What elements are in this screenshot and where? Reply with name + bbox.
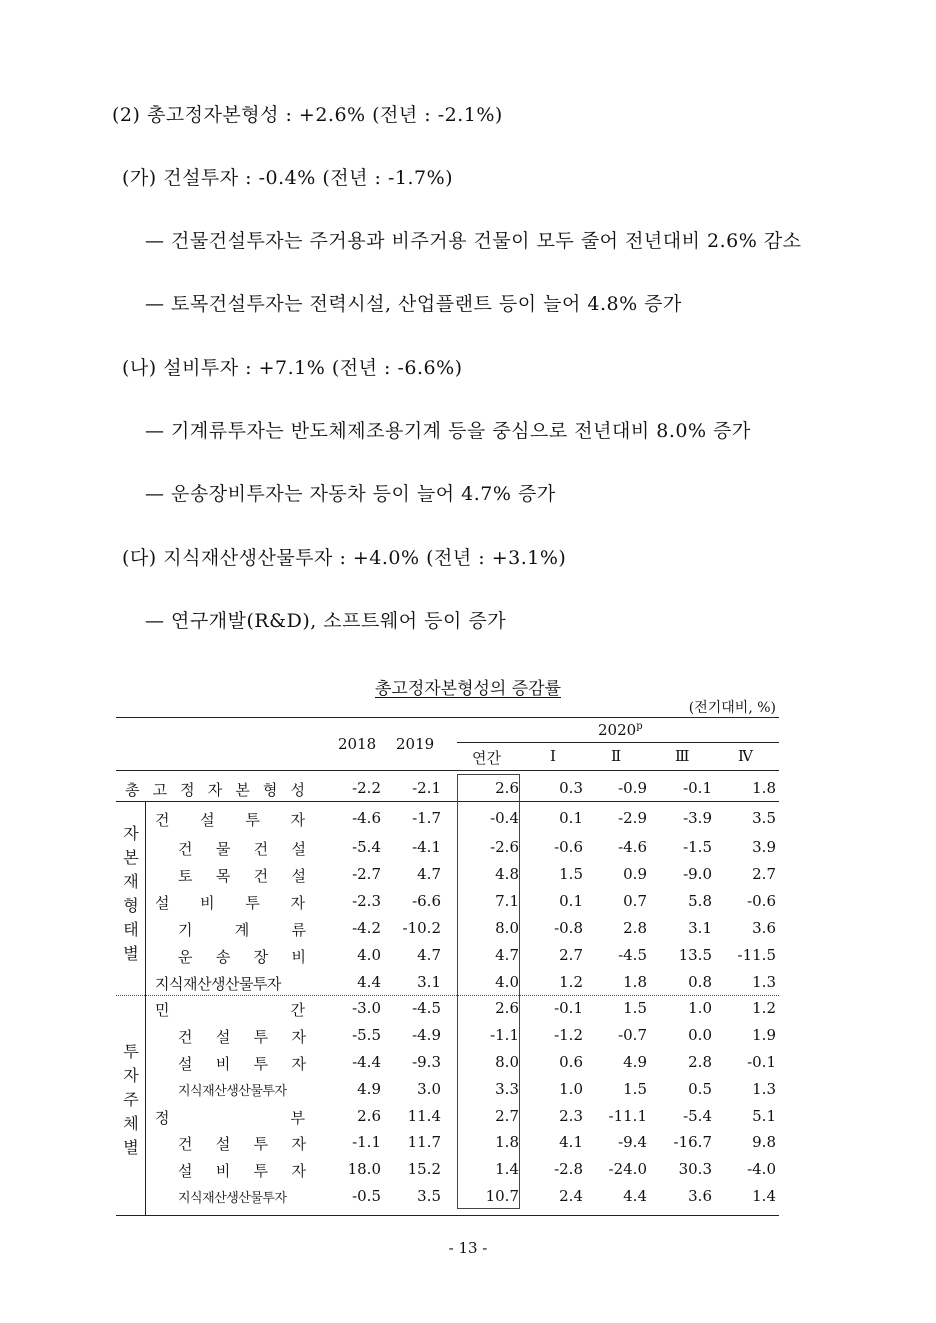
value-cell: 4.7	[417, 946, 441, 964]
value-cell: 4.9	[357, 1080, 381, 1098]
value-cell: 5.8	[688, 892, 712, 910]
row-label: 총 고 정 자 본 형 성	[125, 781, 305, 799]
header-q4: Ⅳ	[738, 747, 753, 765]
value-cell: 2.6	[495, 999, 519, 1017]
value-cell: -2.1	[412, 779, 441, 797]
bullet-machinery: — 기계류투자는 반도체제조용기계 등을 중심으로 전년대비 8.0% 증가	[145, 420, 751, 442]
value-cell: 30.3	[678, 1160, 712, 1178]
value-cell: -3.0	[352, 999, 381, 1017]
value-cell: -4.9	[412, 1026, 441, 1044]
value-cell: -5.4	[352, 838, 381, 856]
value-cell: 3.1	[688, 919, 712, 937]
value-cell: 0.1	[559, 892, 583, 910]
value-cell: 3.9	[752, 838, 776, 856]
row-label: 운 송 장 비	[178, 948, 306, 966]
value-cell: -0.1	[683, 779, 712, 797]
value-cell: 8.0	[495, 919, 519, 937]
header-annual: 연간	[472, 749, 501, 767]
value-cell: 13.5	[678, 946, 712, 964]
value-cell: -0.1	[554, 999, 583, 1017]
bullet-rnd: — 연구개발(R&D), 소프트웨어 등이 증가	[145, 610, 507, 632]
value-cell: 0.5	[688, 1080, 712, 1098]
value-cell: 3.5	[417, 1187, 441, 1205]
value-cell: -4.1	[412, 838, 441, 856]
value-cell: 1.5	[559, 865, 583, 883]
group-column-border	[145, 801, 146, 1215]
value-cell: 1.8	[495, 1133, 519, 1151]
value-cell: 1.0	[559, 1080, 583, 1098]
value-cell: 11.7	[407, 1133, 441, 1151]
subsection-ip: (다) 지식재산생산물투자 : +4.0% (전년 : +3.1%)	[122, 547, 567, 569]
value-cell: 0.1	[559, 809, 583, 827]
value-cell: -9.3	[412, 1053, 441, 1071]
table-unit: (전기대비, %)	[688, 700, 776, 716]
value-cell: 1.4	[752, 1187, 776, 1205]
value-cell: 2.7	[495, 1107, 519, 1125]
value-cell: 1.2	[752, 999, 776, 1017]
value-cell: -0.6	[554, 838, 583, 856]
value-cell: 2.4	[559, 1187, 583, 1205]
value-cell: -4.2	[352, 919, 381, 937]
value-cell: -11.5	[737, 946, 776, 964]
group-divider	[116, 995, 779, 996]
header-2019: 2019	[396, 735, 435, 753]
page-number: - 13 -	[448, 1239, 488, 1257]
value-cell: -4.6	[352, 809, 381, 827]
value-cell: -0.1	[747, 1053, 776, 1071]
value-cell: -4.5	[618, 946, 647, 964]
row-label: 지식재산생산물투자	[178, 1191, 287, 1206]
value-cell: 1.9	[752, 1026, 776, 1044]
value-cell: -1.1	[490, 1026, 519, 1044]
row-label: 설 비 투 자	[155, 894, 305, 912]
value-cell: -2.9	[618, 809, 647, 827]
value-cell: 8.0	[495, 1053, 519, 1071]
value-cell: 2.8	[688, 1053, 712, 1071]
value-cell: -2.7	[352, 865, 381, 883]
value-cell: 1.4	[495, 1160, 519, 1178]
value-cell: 1.8	[752, 779, 776, 797]
value-cell: 10.7	[485, 1187, 519, 1205]
value-cell: 7.1	[495, 892, 519, 910]
value-cell: -4.5	[412, 999, 441, 1017]
value-cell: -6.6	[412, 892, 441, 910]
value-cell: -16.7	[673, 1133, 712, 1151]
value-cell: -2.6	[490, 838, 519, 856]
value-cell: 3.6	[752, 919, 776, 937]
value-cell: -1.7	[412, 809, 441, 827]
header-2020: 2020$^p$	[598, 721, 643, 739]
value-cell: 4.9	[623, 1053, 647, 1071]
value-cell: -0.5	[352, 1187, 381, 1205]
value-cell: 3.0	[417, 1080, 441, 1098]
value-cell: -0.6	[747, 892, 776, 910]
value-cell: -0.9	[618, 779, 647, 797]
row-label: 건 설 투 자	[178, 1028, 306, 1046]
value-cell: 1.5	[623, 999, 647, 1017]
value-cell: 3.3	[495, 1080, 519, 1098]
value-cell: -5.4	[683, 1107, 712, 1125]
value-cell: 2.6	[495, 779, 519, 797]
value-cell: 0.6	[559, 1053, 583, 1071]
group-label-by-type: 자 본 재 형 태 별	[123, 824, 139, 963]
value-cell: -1.2	[554, 1026, 583, 1044]
value-cell: 4.4	[623, 1187, 647, 1205]
value-cell: 2.8	[623, 919, 647, 937]
value-cell: -9.4	[618, 1133, 647, 1151]
bullet-civil: — 토목건설투자는 전력시설, 산업플랜트 등이 늘어 4.8% 증가	[145, 293, 682, 315]
value-cell: 1.2	[559, 973, 583, 991]
row-label: 건 설 투 자	[155, 811, 305, 829]
header-q2: Ⅱ	[611, 747, 622, 765]
value-cell: 2.3	[559, 1107, 583, 1125]
row-label: 설 비 투 자	[178, 1162, 306, 1180]
bullet-building: — 건물건설투자는 주거용과 비주거용 건물이 모두 줄어 전년대비 2.6% 감소	[145, 230, 802, 252]
value-cell: -2.3	[352, 892, 381, 910]
row-label: 토 목 건 설	[178, 867, 306, 885]
value-cell: -9.0	[683, 865, 712, 883]
value-cell: 0.0	[688, 1026, 712, 1044]
header-2018: 2018	[338, 735, 377, 753]
value-cell: 1.5	[623, 1080, 647, 1098]
value-cell: 4.1	[559, 1133, 583, 1151]
subsection-construction: (가) 건설투자 : -0.4% (전년 : -1.7%)	[122, 167, 454, 189]
value-cell: -4.0	[747, 1160, 776, 1178]
row-label: 건 물 건 설	[178, 840, 306, 858]
value-cell: 4.0	[357, 946, 381, 964]
value-cell: 1.3	[752, 1080, 776, 1098]
row-label: 지식재산생산물투자	[178, 1084, 287, 1099]
value-cell: 2.7	[559, 946, 583, 964]
value-cell: 4.7	[417, 865, 441, 883]
value-cell: 0.8	[688, 973, 712, 991]
row-label: 기 계 류	[178, 921, 306, 939]
value-cell: -4.6	[618, 838, 647, 856]
value-cell: 0.9	[623, 865, 647, 883]
value-cell: 15.2	[407, 1160, 441, 1178]
row-label: 지식재산생산물투자	[155, 975, 281, 993]
row-label: 건 설 투 자	[178, 1135, 306, 1153]
value-cell: 5.1	[752, 1107, 776, 1125]
value-cell: -10.2	[402, 919, 441, 937]
value-cell: 1.8	[623, 973, 647, 991]
value-cell: 3.5	[752, 809, 776, 827]
value-cell: 18.0	[347, 1160, 381, 1178]
value-cell: -11.1	[608, 1107, 647, 1125]
row-label: 민 간	[155, 1001, 305, 1019]
value-cell: 9.8	[752, 1133, 776, 1151]
section-heading: (2) 총고정자본형성 : +2.6% (전년 : -2.1%)	[112, 104, 503, 126]
value-cell: -1.1	[352, 1133, 381, 1151]
subsection-equipment: (나) 설비투자 : +7.1% (전년 : -6.6%)	[122, 357, 463, 379]
value-cell: 3.6	[688, 1187, 712, 1205]
value-cell: -0.8	[554, 919, 583, 937]
header-q3: Ⅲ	[675, 747, 690, 765]
year-2020-divider	[457, 742, 779, 743]
row-label: 설 비 투 자	[178, 1055, 306, 1073]
value-cell: 4.7	[495, 946, 519, 964]
total-row-border	[116, 801, 779, 802]
value-cell: 1.3	[752, 973, 776, 991]
value-cell: -5.5	[352, 1026, 381, 1044]
table-bottom-border	[116, 1215, 779, 1216]
value-cell: -0.7	[618, 1026, 647, 1044]
row-label: 정 부	[155, 1109, 305, 1127]
value-cell: 11.4	[407, 1107, 441, 1125]
header-q1: Ⅰ	[550, 747, 556, 765]
value-cell: 2.7	[752, 865, 776, 883]
value-cell: -4.4	[352, 1053, 381, 1071]
value-cell: 4.0	[495, 973, 519, 991]
value-cell: -2.8	[554, 1160, 583, 1178]
table-title: 총고정자본형성의 증감률	[374, 679, 562, 699]
value-cell: -3.9	[683, 809, 712, 827]
value-cell: -0.4	[490, 809, 519, 827]
bullet-transport: — 운송장비투자는 자동차 등이 늘어 4.7% 증가	[145, 483, 556, 505]
value-cell: -1.5	[683, 838, 712, 856]
value-cell: -24.0	[608, 1160, 647, 1178]
value-cell: 4.8	[495, 865, 519, 883]
value-cell: 3.1	[417, 973, 441, 991]
value-cell: 0.7	[623, 892, 647, 910]
value-cell: 4.4	[357, 973, 381, 991]
table-top-border	[116, 717, 779, 718]
value-cell: -2.2	[352, 779, 381, 797]
group-label-by-entity: 투 자 주 체 별	[123, 1042, 139, 1157]
value-cell: 0.3	[559, 779, 583, 797]
header-bottom-border	[116, 770, 779, 771]
value-cell: 2.6	[357, 1107, 381, 1125]
value-cell: 1.0	[688, 999, 712, 1017]
